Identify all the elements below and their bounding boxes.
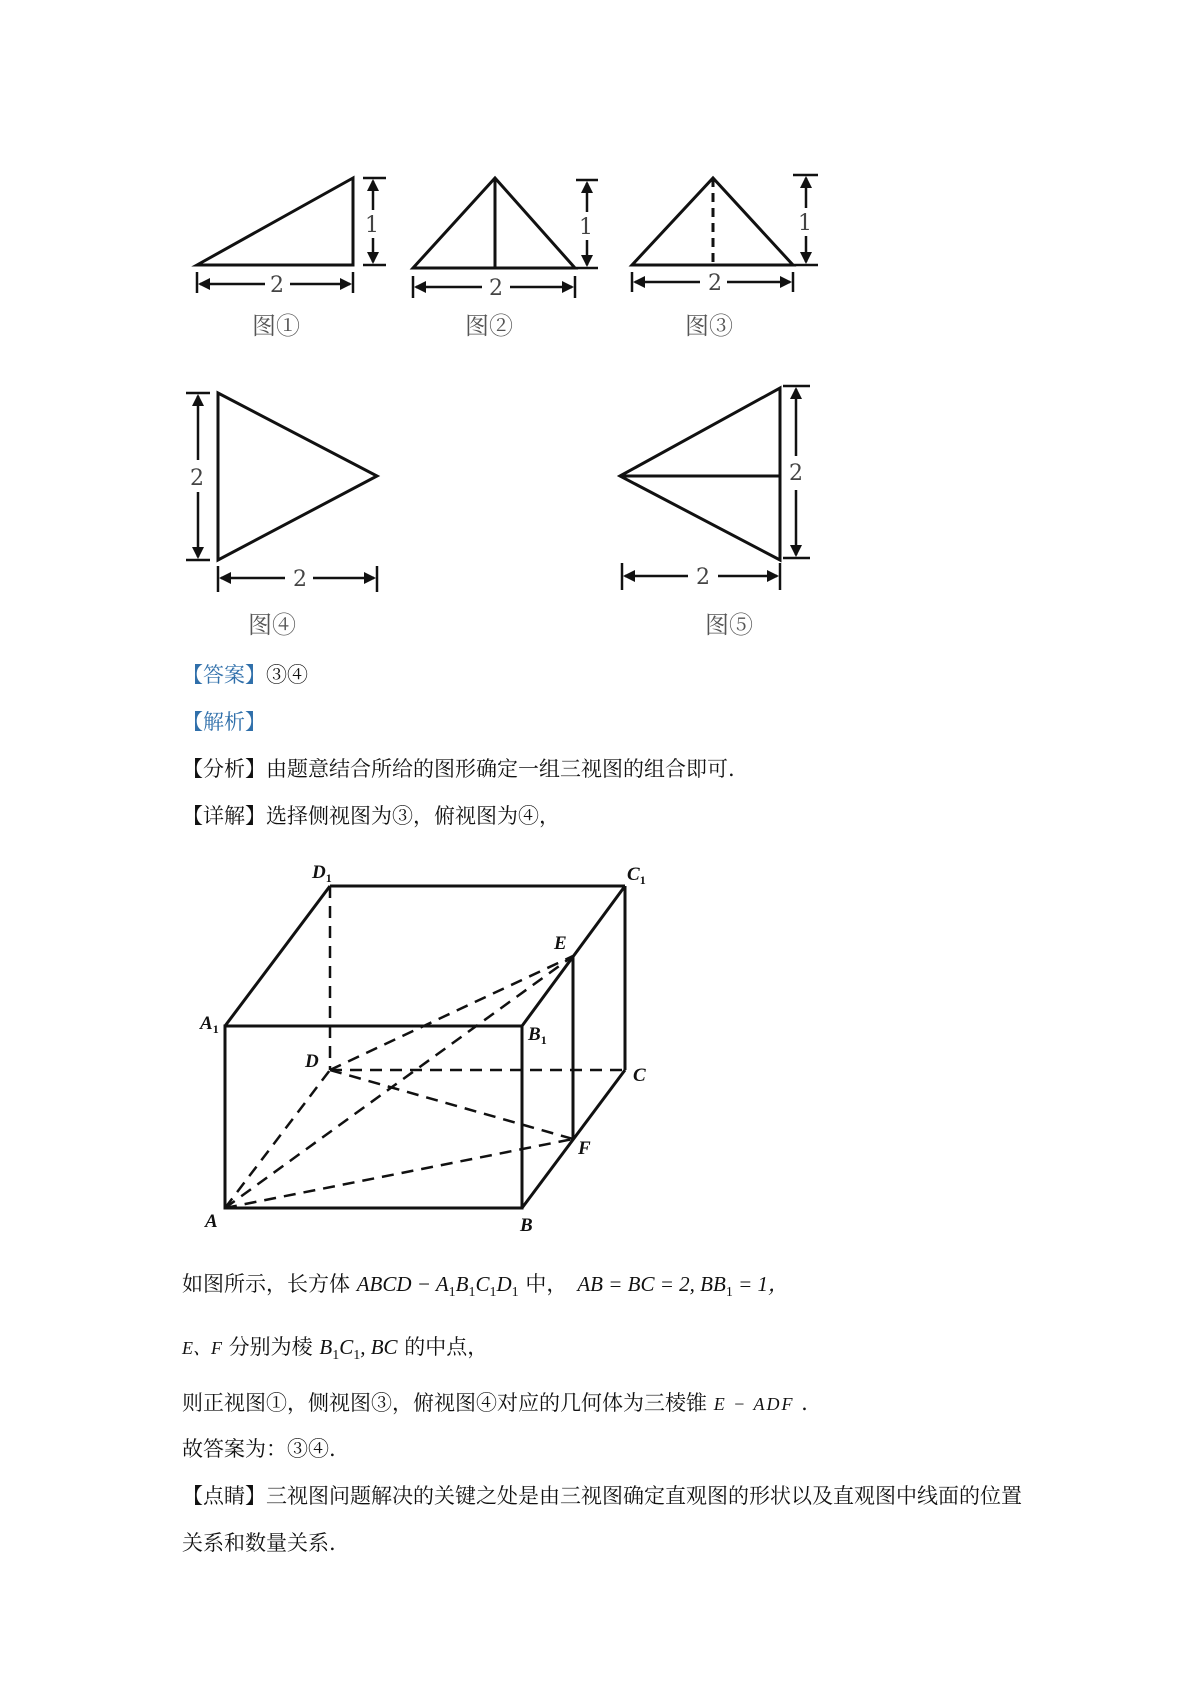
label-C: C [633, 1065, 646, 1086]
text3-prefix: 则正视图①，侧视图③，俯视图④对应的几何体为三棱锥 [182, 1391, 714, 1415]
text-line-1 [182, 1269, 789, 1308]
dianjing-text-1: 三视图问题解决的关键之处是由三视图确定直观图的形状以及直观图中线面的位置 [266, 1484, 1022, 1508]
fig3-caption: 图③ [685, 312, 733, 340]
fig3-width-label: 2 [708, 271, 722, 296]
dianjing-line-1 [182, 1481, 1022, 1511]
label-A1: $A_1$ [200, 1013, 219, 1036]
text-line-2 [182, 1332, 488, 1371]
detail-text: 选择侧视图为③，俯视图为④， [266, 804, 560, 828]
dianjing-text-2: 关系和数量关系. [182, 1531, 336, 1555]
analysis-tag: 【解析】 [182, 710, 266, 734]
fig2-height-label: 1 [579, 215, 593, 240]
fig5-width-label: 2 [696, 565, 710, 590]
fig4-height-label: 2 [190, 466, 204, 491]
text1-eq: AB = BC = 2, $BB_1 = 1$， [577, 1272, 790, 1300]
answer-tag: 【答案】 [182, 663, 266, 687]
fig3-height-label: 1 [798, 211, 812, 236]
text2-math: $B_1C_1$, BC [319, 1335, 398, 1363]
text-line-3 [182, 1388, 808, 1419]
fig4-width-label: 2 [293, 567, 307, 592]
fig2-caption: 图② [465, 312, 513, 340]
text4: 故答案为：③④. [182, 1437, 336, 1461]
dianjing-tag: 【点睛】 [182, 1484, 266, 1508]
text2-end: 的中点， [397, 1335, 489, 1359]
text1-prefix: 如图所示，长方体 [182, 1272, 357, 1296]
label-C1: $C_1$ [627, 864, 646, 887]
label-B1: $B_1$ [528, 1024, 547, 1047]
label-D1: $D_1$ [312, 862, 332, 885]
fig4-caption: 图④ [248, 611, 296, 639]
label-A: A [205, 1211, 218, 1232]
fig1-caption: 图① [252, 312, 300, 340]
fenxi-text: 由题意结合所给的图形确定一组三视图的组合即可. [266, 757, 735, 781]
text2-ef: E、F [182, 1338, 222, 1358]
fig2-width-label: 2 [489, 276, 503, 301]
answer-text: ③④ [266, 663, 308, 687]
text1-math: ABCD − $A_1B_1C_1D_1$ [356, 1272, 519, 1300]
text-line-4 [182, 1434, 336, 1464]
dianjing-line-2 [182, 1528, 336, 1558]
label-D: D [305, 1051, 319, 1072]
text3-expr: E − ADF [713, 1394, 795, 1414]
text3-end: . [794, 1391, 808, 1415]
fenxi-tag: 【分析】 [182, 757, 266, 781]
detail-tag: 【详解】 [182, 804, 266, 828]
fig5-caption: 图⑤ [705, 611, 753, 639]
text2-mid: 分别为棱 [222, 1335, 320, 1359]
label-B: B [520, 1215, 533, 1236]
fig1-width-label: 2 [270, 273, 284, 298]
label-E: E [554, 933, 567, 954]
fig1-height-label: 1 [365, 213, 379, 238]
text1-mid: 中， [518, 1272, 568, 1296]
label-F: F [578, 1138, 591, 1159]
fig5-height-label: 2 [789, 461, 803, 486]
